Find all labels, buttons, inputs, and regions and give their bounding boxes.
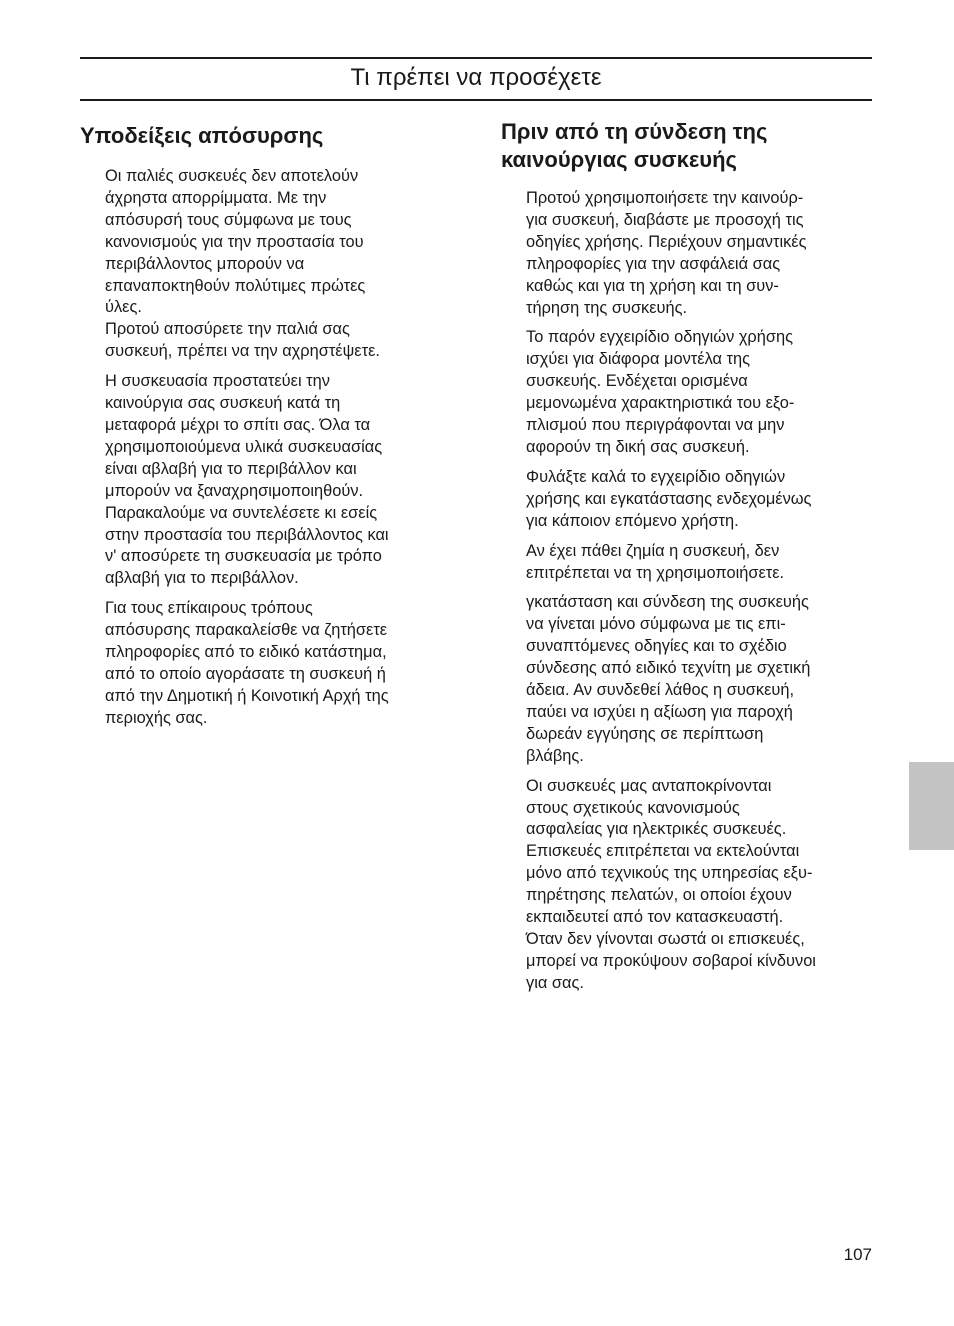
page-header-title: Τι πρέπει να προσέχετε <box>350 64 602 91</box>
page-number: 107 <box>843 1245 872 1264</box>
before-connection-paragraph-4: Αν έχει πάθει ζημία η συσκευή, δεν επιτρέπεται να τη χρησιμοποιήσετε. <box>526 541 785 582</box>
before-connection-paragraph-6: Οι συσκευές μας ανταποκρίνονται στους σχετικούς κανονισμούς ασφαλείας για ηλεκτρικές συσκευές. Επισκευές επιτρέπεται να εκτελούνται μόνο από τεχνικούς της υπηρεσίας εξυ- πηρέτησης πελατών, οι οποίοι έχουν εκπαιδευτεί από τον κατασκευαστή. Όταν δεν γίνονται σωστά οι επισκευές, μπορεί να προκύψουν σοβαροί κίνδυνοι για σας. <box>526 776 816 992</box>
before-connection-paragraph-5: γκατάσταση και σύνδεση της συσκευής να γίνεται μόνο σύμφωνα με τις επι- συναπτόμενες οδηγίες και το σχέδιο σύνδεσης από ειδικό τεχνίτη με σχετική άδεια. Αν συνδεθεί λάθος η συσκευή, παύει να ισχύει η αξίωση για παροχή δωρεάν εγγύησης σε περίπτωση βλάβης. <box>526 593 811 765</box>
right-column <box>501 118 873 1003</box>
before-connection-paragraph-2: Το παρόν εγχειρίδιο οδηγιών χρήσης ισχύει για διάφορα μοντέλα της συσκευής. Ενδέχεται ορισμένα μεμονωμένα χαρακτηριστικά του εξο- πλισμού που περιγράφονται να μην αφορούν τη δική σας συσκευή. <box>526 328 795 456</box>
disposal-paragraph-1: Οι παλιές συσκευές δεν αποτελούν άχρηστα απορρίμματα. Με την απόσυρσή τους σύμφωνα με τους κανονισμούς για την προστασία του περιβάλλοντος μπορούν να επαναποκτηθούν πολύτιμες πρώτες ύλες. Προτού αποσύρετε την παλιά σας συσκευή, πρέπει να την αχρηστέψετε. <box>105 167 380 361</box>
disposal-paragraph-3: Για τους επίκαιρους τρόπους απόσυρσης παρακαλείσθε να ζητήσετε πληροφορίες από το ειδικό κατάστημα, από το οποίο αγοράσατε τη συσκευή ή από την Δημοτική ή Κοινοτική Αρχή της περιοχής σας. <box>105 599 389 727</box>
before-connection-paragraph-1: Προτού χρησιμοποιήσετε την καινούρ- για συσκευή, διαβάστε με προσοχή τις οδηγίες χρήσης. Περιέχουν σημαντικές πληροφορίες για την ασφάλειά σας καθώς και για τη χρήση και τη συν- τήρηση της συσκευής. <box>526 189 807 317</box>
before-connection-paragraph-3: Φυλάξτε καλά το εγχειρίδιο οδηγιών χρήσης και εγκατάστασης ενδεχομένως για κάποιον επόμενο χρήστη. <box>526 467 812 530</box>
language-side-tab <box>909 762 954 850</box>
before-connection-section-title: Πριν από τη σύνδεση της καινούργιας συσκευής <box>501 119 768 172</box>
left-column <box>80 118 450 738</box>
disposal-section-title: Υποδείξεις απόσυρσης <box>80 123 324 148</box>
disposal-paragraph-2: Η συσκευασία προστατεύει την καινούργια σας συσκευή κατά τη μεταφορά μέχρι το σπίτι σας. Όλα τα χρησιμοποιούμενα υλικά συσκευασίας είναι αβλαβή για το περιβάλλον και μπορούν να ξαναχρησιμοποιηθούν. Παρακαλούμε να συντελέσετε κι εσείς στην προστασία του περιβάλλοντος και ν' αποσύρετε τη συσκευασία με τρόπο αβλαβή για το περιβάλλον. <box>105 372 389 588</box>
header-top-rule <box>80 57 872 59</box>
header-bottom-rule <box>80 99 872 101</box>
